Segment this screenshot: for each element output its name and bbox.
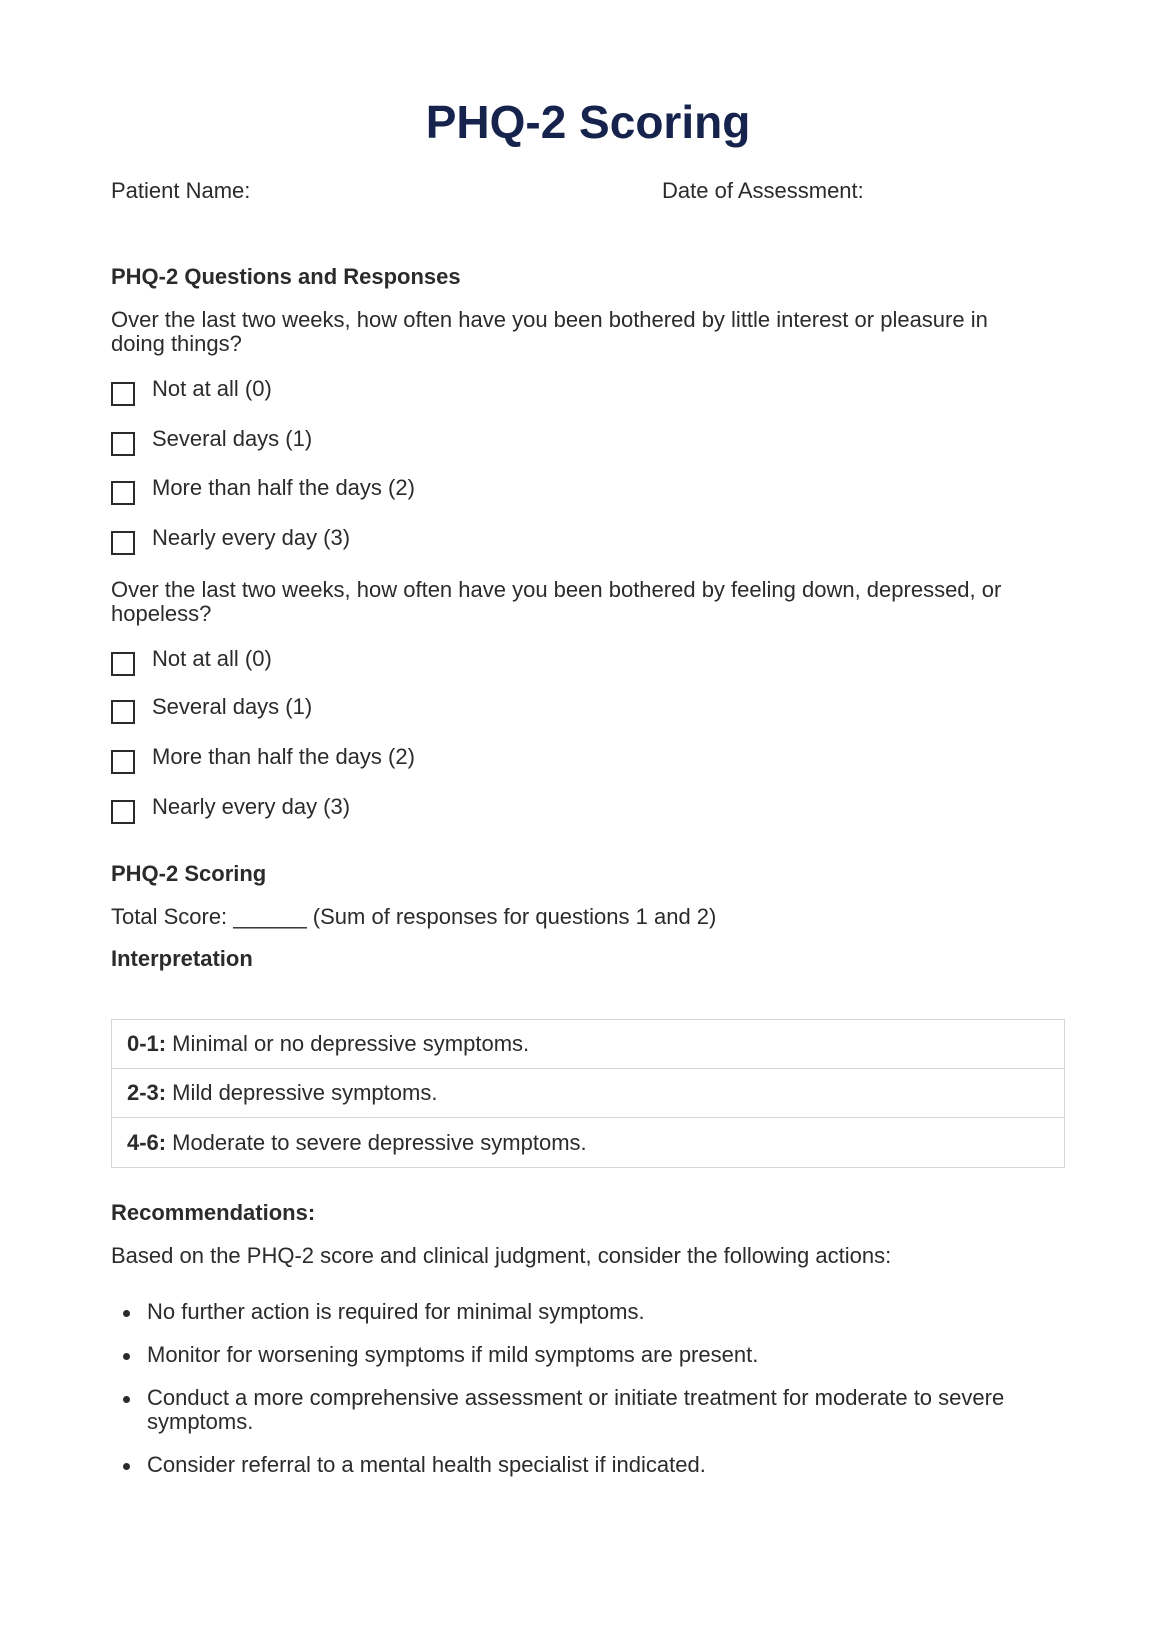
q2-option-nearly-every-day[interactable]: [111, 795, 350, 825]
list-item: [111, 1300, 1071, 1324]
checkbox[interactable]: [111, 700, 135, 724]
list-item: [111, 1453, 1071, 1477]
list-item-text: Consider referral to a mental health specialist if indicated.: [147, 1452, 706, 1477]
checkbox[interactable]: [111, 531, 135, 555]
recommendations-list: [111, 1300, 1071, 1496]
question-1-text: Over the last two weeks, how often have you been bothered by little interest or pleasure in doing things?: [111, 307, 988, 356]
q1-option-not-at-all[interactable]: [111, 377, 272, 407]
date-of-assessment-label: Date of Assessment:: [662, 178, 864, 203]
checkbox[interactable]: [111, 382, 135, 406]
checkbox[interactable]: [111, 432, 135, 456]
checkbox[interactable]: [111, 800, 135, 824]
questions-section-heading: PHQ-2 Questions and Responses: [111, 264, 461, 289]
bullet-icon: [123, 1310, 130, 1317]
bullet-icon: [123, 1396, 130, 1403]
total-score-line: Total Score: ______ (Sum of responses for questions 1 and 2): [111, 904, 717, 929]
checkbox[interactable]: [111, 481, 135, 505]
q1-option-more-than-half[interactable]: [111, 476, 415, 506]
q2-option-not-at-all[interactable]: [111, 647, 272, 677]
table-row: [112, 1020, 1064, 1069]
score-description: Moderate to severe depressive symptoms.: [172, 1129, 587, 1155]
bullet-icon: [123, 1463, 130, 1470]
table-row: [112, 1069, 1064, 1118]
q2-option-more-than-half[interactable]: [111, 745, 415, 775]
option-label: Several days (1): [152, 694, 313, 719]
list-item: [111, 1386, 1071, 1434]
interpretation-table: [111, 1019, 1065, 1168]
patient-name-label: Patient Name:: [111, 178, 251, 203]
option-label: Several days (1): [152, 426, 313, 451]
score-description: Minimal or no depressive symptoms.: [172, 1031, 530, 1056]
interpretation-heading: Interpretation: [111, 946, 253, 971]
option-label: Nearly every day (3): [152, 794, 351, 819]
q2-option-several-days[interactable]: [111, 695, 312, 725]
checkbox[interactable]: [111, 652, 135, 676]
list-item-text: Monitor for worsening symptoms if mild symptoms are present.: [147, 1342, 759, 1367]
option-label: More than half the days (2): [152, 475, 415, 500]
score-range: 0-1:: [127, 1031, 167, 1056]
score-range: 4-6:: [127, 1129, 167, 1155]
list-item: [111, 1343, 1071, 1367]
recommendations-intro: Based on the PHQ-2 score and clinical judgment, consider the following actions:: [111, 1243, 892, 1268]
score-range: 2-3:: [127, 1080, 167, 1105]
q1-option-nearly-every-day[interactable]: [111, 526, 350, 556]
table-row: [112, 1118, 1064, 1167]
bullet-icon: [123, 1353, 130, 1360]
option-label: Not at all (0): [152, 646, 272, 671]
option-label: More than half the days (2): [152, 744, 415, 769]
checkbox[interactable]: [111, 750, 135, 774]
q1-option-several-days[interactable]: [111, 427, 312, 457]
page-title: PHQ-2 Scoring: [425, 96, 751, 148]
recommendations-heading: Recommendations:: [111, 1200, 316, 1225]
list-item-text: Conduct a more comprehensive assessment or initiate treatment for moderate to severe symptoms.: [147, 1385, 1005, 1434]
option-label: Not at all (0): [152, 376, 272, 401]
scoring-section-heading: PHQ-2 Scoring: [111, 861, 267, 886]
score-description: Mild depressive symptoms.: [172, 1080, 438, 1105]
option-label: Nearly every day (3): [152, 525, 351, 550]
list-item-text: No further action is required for minimal symptoms.: [147, 1299, 645, 1324]
question-2-text: Over the last two weeks, how often have you been bothered by feeling down, depressed, or hopeless?: [111, 577, 1002, 626]
